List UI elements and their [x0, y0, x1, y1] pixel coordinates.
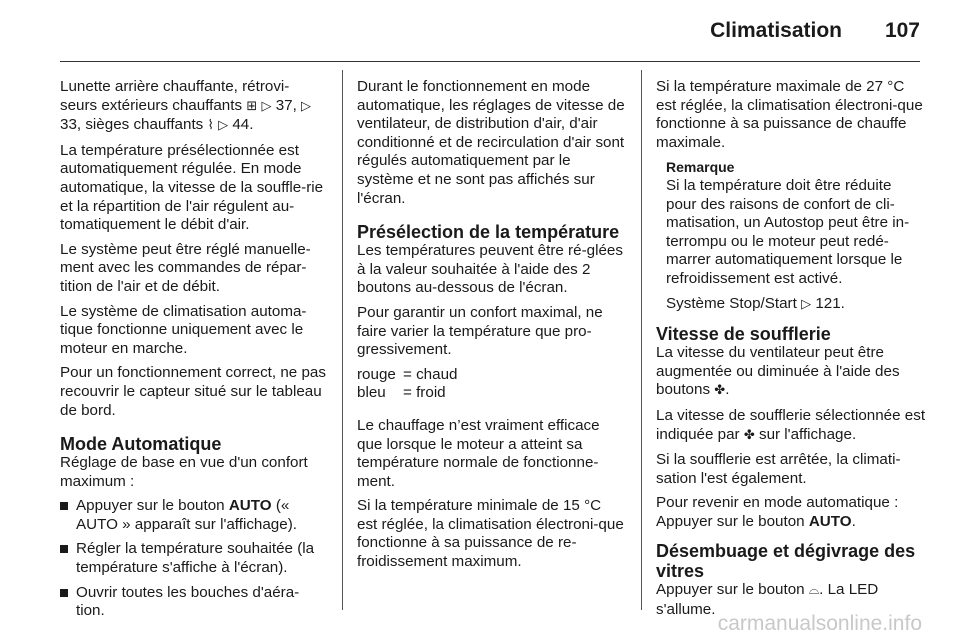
- page-header: [0, 0, 960, 62]
- column-2: [357, 78, 625, 578]
- paragraph: Lunette arrière chauffante, rétrovi- seurs extérieurs chauffants ⊞ ▷ 37, ▷ 33, sièges chauffants ⌇ ▷ 44.: [60, 78, 312, 134]
- remark-box: [656, 158, 926, 314]
- fan-icon: ✤: [714, 383, 726, 399]
- paragraph: Le système de climatisation automa-tique fonctionne uniquement avec le moteur en marche.: [60, 302, 307, 357]
- paragraph: Si la soufflerie est arrêtée, la climati-sation l'est également.: [656, 451, 901, 487]
- column-divider: [641, 70, 642, 610]
- paragraph: Si la température minimale de 15 °C est réglée, la climatisation électroni-que fonctionne à sa puissance de re-froidissement maximum.: [357, 497, 624, 571]
- list-item: Régler la température souhaitée (la température s'affiche à l'écran).: [60, 540, 326, 577]
- section-heading-auto-mode: Mode Automatique: [60, 434, 222, 455]
- paragraph: Si la température maximale de 27 °C est réglée, la climatisation électroni-que fonctionne à sa puissance de chauffe maximale.: [656, 78, 923, 151]
- column-3: [656, 78, 926, 626]
- ref-arrow-icon: ▷: [218, 118, 229, 134]
- watermark: carmanualsonline.info: [717, 612, 922, 635]
- ref-arrow-icon: ▷: [261, 98, 272, 114]
- heated-seat-icon: ⌇: [207, 118, 214, 134]
- remark-text: Si la température doit être réduite pour des raisons de confort de cli-matisation, un Autostop peut être in-terrompu ou le moteur peut redé-marrer automatiquement lorsque le refroidissement est activé.: [666, 176, 910, 287]
- paragraph: La température présélectionnée est automatiquement régulée. En mode automatique, la vitesse de la souffle-rie et la répartition de l'air régulent au-tomatiquement le débit d'air.: [60, 141, 324, 234]
- legend-row: rouge = chaud: [357, 365, 458, 383]
- page-title: Climatisation: [710, 19, 842, 42]
- windscreen-defrost-icon: ⌓: [808, 583, 820, 599]
- bullet-icon: [60, 589, 68, 597]
- ref-arrow-icon: ▷: [301, 98, 312, 114]
- paragraph: Pour garantir un confort maximal, ne faire varier la température que pro-gressivement.: [357, 303, 603, 359]
- header-divider: [60, 61, 920, 62]
- paragraph: Le chauffage n’est vraiment efficace que lorsque le moteur a atteint sa température normale de fonctionne-ment.: [357, 416, 600, 490]
- fan-icon: ✤: [743, 427, 755, 443]
- list-item: Ouvrir toutes les bouches d'aéra-tion.: [60, 584, 326, 621]
- paragraph: Pour revenir en mode automatique : Appuyer sur le bouton AUTO.: [656, 494, 899, 530]
- column-1: [60, 78, 326, 627]
- column-divider: [342, 70, 343, 610]
- paragraph: Réglage de base en vue d'un confort maximum :: [60, 454, 308, 490]
- paragraph: Le système peut être réglé manuelle-ment avec les commandes de répar-tition de l'air et de débit.: [60, 240, 311, 295]
- section-heading-temp-preselection: Présélection de la température: [357, 222, 620, 243]
- bullet-icon: [60, 545, 68, 553]
- paragraph: Les températures peuvent être ré-glées à la valeur souhaitée à l'aide des 2 boutons au-dessous de l'écran.: [357, 242, 623, 297]
- section-heading-defog: Désembuage et dégivrage des vitres: [656, 541, 916, 582]
- bullet-icon: [60, 502, 68, 510]
- legend-row: bleu = froid: [357, 384, 446, 402]
- remark-reference: Système Stop/Start ▷ 121.: [666, 294, 845, 312]
- ref-arrow-icon: ▷: [801, 296, 812, 312]
- paragraph: Durant le fonctionnement en mode automatique, les réglages de vitesse de ventilateur, de distribution d'air, d'air conditionné et de recirculation d'air sont régulés automatiquement par le système et ne sont pas affichés sur l'écran.: [357, 78, 625, 207]
- paragraph: La vitesse de soufflerie sélectionnée est indiquée par ✤ sur l'affichage.: [656, 406, 926, 443]
- list-item: Appuyer sur le bouton AUTO (« AUTO » apparaît sur l'affichage).: [60, 497, 326, 534]
- paragraph: La vitesse du ventilateur peut être augmentée ou diminuée à l'aide des boutons ✤.: [656, 344, 900, 399]
- paragraph: Appuyer sur le bouton ⌓. La LED s'allume.: [656, 581, 879, 619]
- color-legend: [357, 366, 625, 403]
- remark-title: Remarque: [666, 159, 735, 176]
- page-number: 107: [884, 19, 920, 42]
- paragraph: Pour un fonctionnement correct, ne pas recouvrir le capteur situé sur le tableau de bord.: [60, 364, 326, 419]
- heated-mirror-icon: ⊞: [246, 98, 258, 114]
- section-heading-fan-speed: Vitesse de soufflerie: [656, 324, 831, 345]
